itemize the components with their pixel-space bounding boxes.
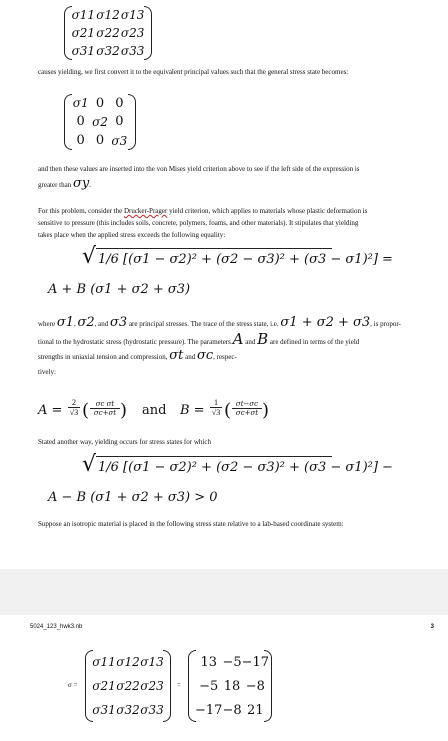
page-footer xyxy=(30,624,440,636)
right-paren xyxy=(144,6,152,60)
where-line2 xyxy=(38,329,442,350)
matrix-cell: σ11 xyxy=(92,655,116,669)
a-paren-open: ( xyxy=(82,400,90,421)
matrix-cell: σ11 xyxy=(71,8,96,22)
matrix-cell: σ23 xyxy=(140,679,164,693)
param-a: A xyxy=(232,329,244,348)
matrix-cell: σ23 xyxy=(120,26,145,40)
b-frac-den: σc+σt xyxy=(235,409,259,417)
matrix-numeric xyxy=(188,650,272,722)
sigma-t: σt xyxy=(169,348,184,363)
sqrt-sign: √ xyxy=(82,452,97,477)
and-text: and xyxy=(142,403,167,418)
matrix-cell: −5 xyxy=(222,654,242,670)
matrix-cell: σ21 xyxy=(92,679,116,693)
matrix-cell: σ33 xyxy=(140,703,164,717)
text-then-greater: greater than xyxy=(38,180,72,189)
text-stated: Stated another way, yielding occurs for stress states for which xyxy=(38,438,211,446)
matrix-cell: −5 xyxy=(199,678,219,694)
matrix-cell: 0 xyxy=(115,95,124,111)
where-line1: where σ1, σ2, and σ3 are principal stresses. The trace of the stress state, i.e. σ1 + σ2 + σ3, is propor- xyxy=(38,315,401,330)
matrix-cell: 0 xyxy=(76,114,85,130)
matrix-cell: −17 xyxy=(195,702,223,718)
drucker-prager-paragraph xyxy=(38,205,442,241)
equation-drucker-prager xyxy=(48,244,410,304)
page-break xyxy=(0,569,448,615)
eq1-line2: A + B (σ1 + σ2 + σ3) xyxy=(48,282,191,297)
left-paren xyxy=(85,650,93,722)
sqrt-bar xyxy=(96,248,332,249)
matrix-cell: −8 xyxy=(245,678,265,694)
sigma-3: σ3 xyxy=(110,315,128,330)
right-paren xyxy=(264,650,272,722)
where-line3-pre: strengths in uniaxial tension and compression, xyxy=(38,353,168,361)
where-line3-and: and xyxy=(185,353,196,361)
a-coef xyxy=(68,398,80,417)
matrix-cell: σ2 xyxy=(92,114,108,129)
a-frac-den: σc+σt xyxy=(93,409,117,417)
matrix-cell: −8 xyxy=(222,702,242,718)
trace-expr: σ1 + σ2 + σ3 xyxy=(280,315,371,330)
right-paren xyxy=(163,650,171,722)
matrix-cell: σ22 xyxy=(96,26,120,40)
eq1-sqrt-content: 1/6 [(σ1 − σ2)² + (σ2 − σ3)² + (σ3 − σ1)²] = xyxy=(98,252,393,267)
matrix-cell: σ12 xyxy=(116,655,140,669)
b-frac xyxy=(232,400,262,417)
matrix-cell: σ3 xyxy=(111,133,128,148)
b-frac-num: σt−σc xyxy=(232,400,262,409)
param-b: B xyxy=(257,329,269,348)
a-lhs: A = xyxy=(38,403,63,418)
where-line2-and: and xyxy=(245,337,256,346)
matrix-cell: σ1 xyxy=(72,96,89,111)
matrix-cell: 18 xyxy=(223,678,241,694)
text-then-period: . xyxy=(89,180,91,189)
equation-yield-condition xyxy=(48,452,410,512)
matrix-cell: σ31 xyxy=(92,703,116,717)
footer-filename: 5024_123_hwk3.nb xyxy=(30,624,83,630)
sqrt-bar xyxy=(96,456,332,457)
equation-a-b xyxy=(38,396,338,430)
matrix-cell: σ32 xyxy=(116,703,140,717)
where-line3 xyxy=(38,349,442,365)
dp-line3: takes place when the applied stress exceeds the following equality: xyxy=(38,231,226,239)
b-paren-open: ( xyxy=(224,400,232,421)
sqrt-sign: √ xyxy=(82,244,97,269)
dp-term: Drucker-Prager xyxy=(123,207,168,215)
matrix-cell: σ31 xyxy=(71,44,96,58)
matrix-principal-stress xyxy=(64,94,136,150)
dp-line1-pre: For this problem, consider the xyxy=(38,207,123,215)
text-then-line1: and then these values are inserted into the von Mises yield criterion above to see if the left side of the expression is xyxy=(38,165,360,173)
where-and: and xyxy=(98,320,109,328)
matrix-cell: σ32 xyxy=(96,44,120,58)
dp-line1-post: yield criterion, which applies to materials whose plastic deformation is xyxy=(169,207,368,215)
matrix-general-stress xyxy=(64,6,152,60)
sigma-y: σy xyxy=(72,175,90,191)
left-paren xyxy=(64,94,72,150)
matrix-cell: σ33 xyxy=(120,44,145,58)
matrix-cell: 0 xyxy=(115,114,124,130)
sigma-c: σc xyxy=(196,348,214,363)
a-coef-num: 2 xyxy=(68,398,80,408)
dp-line2: sensitive to pressure (this includes soils, concrete, polymers, foams, and other materials). It stipulates that yielding xyxy=(38,219,359,227)
matrix-cell: σ12 xyxy=(96,8,120,22)
where-pre: where xyxy=(38,320,56,328)
matrix-cell: −17 xyxy=(241,654,270,670)
eq2-sqrt-content: 1/6 [(σ1 − σ2)² + (σ2 − σ3)² + (σ3 − σ1)²] − xyxy=(98,460,393,475)
a-paren-close: ) xyxy=(120,400,128,421)
where-paragraph xyxy=(38,316,442,379)
matrix-cell: σ22 xyxy=(116,679,140,693)
text-then-line2 xyxy=(38,177,438,193)
equals-sign: = xyxy=(177,681,181,689)
matrix-cell: 0 xyxy=(95,95,105,111)
sigma-2: σ2 xyxy=(77,315,95,330)
where-mid: are principal stresses. The trace of the stress state, i.e. xyxy=(128,320,279,328)
b-coef xyxy=(210,398,222,417)
b-coef-den: √3 xyxy=(211,408,221,417)
text-yield-intro: causes yielding, we first convert it to the equivalent principal values such that the general stress state becomes: xyxy=(38,68,349,76)
matrix-cell: σ13 xyxy=(120,8,145,22)
left-paren xyxy=(64,6,72,60)
text-then xyxy=(38,162,438,192)
sigma-1: σ1 xyxy=(56,315,75,330)
matrix-symbolic xyxy=(85,650,171,722)
matrix-cell: σ13 xyxy=(140,655,164,669)
stress-state-equation xyxy=(60,646,400,728)
where-post: , is propor- xyxy=(370,320,401,328)
b-paren-close: ) xyxy=(262,400,270,421)
a-frac-num: σc σt xyxy=(90,400,120,409)
where-line4: tively: xyxy=(38,367,56,376)
a-frac xyxy=(90,400,120,417)
where-line2-pre: tional to the hydrostatic stress (hydrostatic pressure). The parameters xyxy=(38,337,231,346)
matrix-cell: 21 xyxy=(247,702,264,718)
matrix-cell: 13 xyxy=(200,654,217,670)
sigma-lhs: σ = xyxy=(68,681,78,689)
matrix-cell: 0 xyxy=(76,133,85,149)
b-coef-num: 1 xyxy=(210,398,222,408)
footer-page-number: 3 xyxy=(430,624,434,630)
left-paren xyxy=(188,650,196,722)
matrix-cell: 0 xyxy=(95,133,105,149)
text-suppose: Suppose an isotropic material is placed in the following stress state relative to a lab-based coordinate system: xyxy=(38,520,344,528)
dp-line1 xyxy=(38,205,442,217)
right-paren xyxy=(128,94,136,150)
a-coef-den: √3 xyxy=(69,408,79,417)
where-line3-post: , respec- xyxy=(213,353,237,361)
eq2-line2: A − B (σ1 + σ2 + σ3) > 0 xyxy=(48,490,218,505)
matrix-cell: σ21 xyxy=(71,26,96,40)
b-lhs: B = xyxy=(180,403,205,418)
where-line2-post: are defined in terms of the yield xyxy=(269,337,360,346)
